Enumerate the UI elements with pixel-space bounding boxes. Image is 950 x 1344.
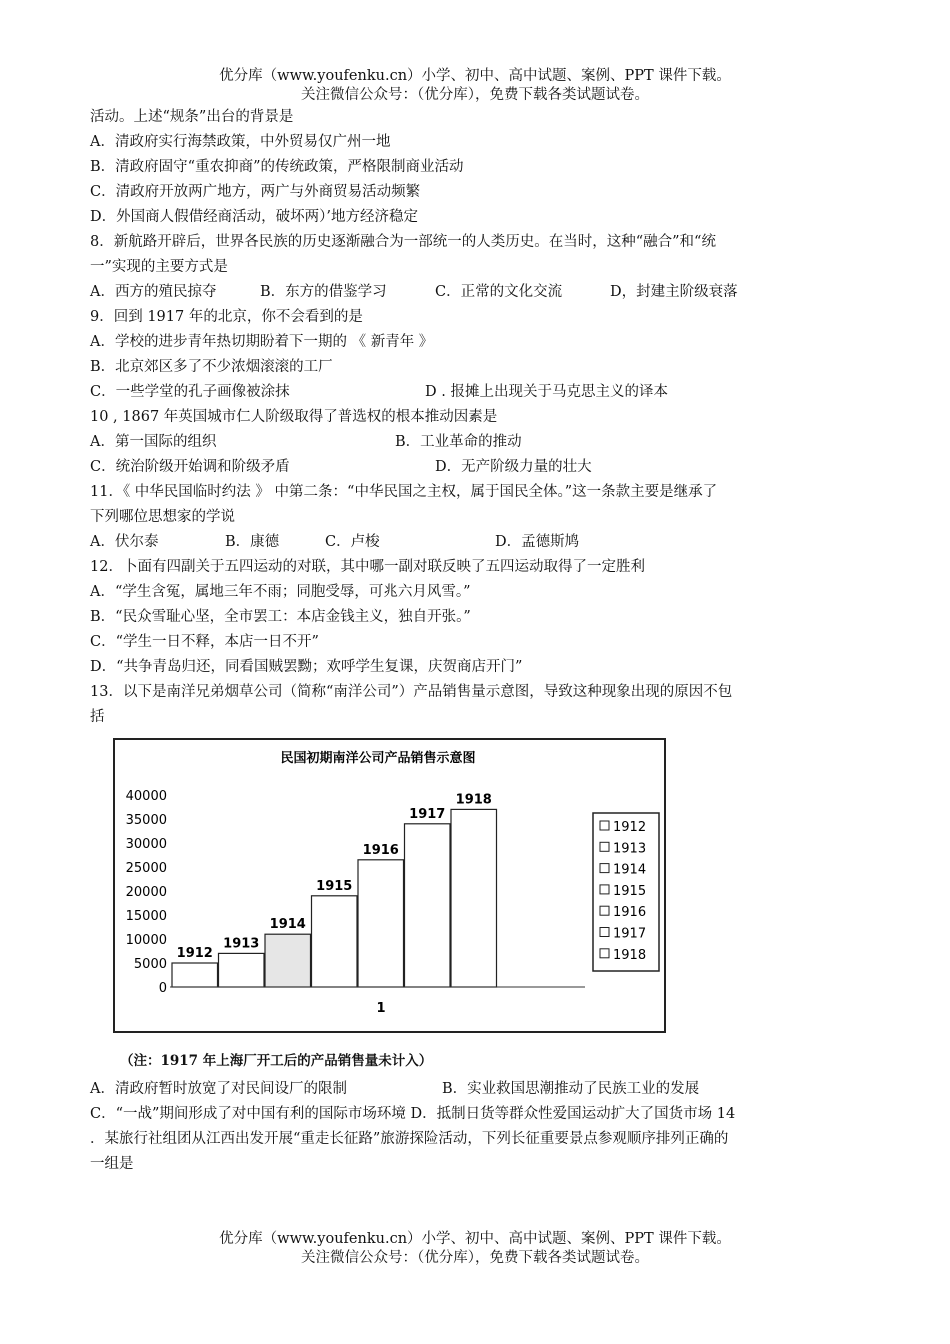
q13-stem-cont: 括 [90, 709, 105, 725]
bar-1913 [219, 953, 265, 987]
q14-stem: ．某旅行社组团从江西出发开展“重走长征路”旅游探险活动，下列长征重要景点参观顺序排列正确的 [90, 1131, 729, 1147]
legend-label-1914: 1914 [613, 862, 647, 878]
q12-option-b: B．“民众雪耻心坚，全市罢工：本店金钱主义，独自开张。” [90, 609, 471, 625]
bar-1912 [172, 963, 218, 987]
header-line-2: 关注微信公众号：（优分库），免费下载各类试题试卷。 [301, 87, 649, 103]
q11-option-b: B．康德 [225, 534, 280, 550]
page-footer [0, 1230, 950, 1268]
q13-option-b: B．实业救国思潮推动了民族工业的发展 [442, 1081, 700, 1097]
legend-swatch-1918 [600, 949, 609, 958]
q11-option-d: D．孟德斯鸠 [495, 534, 580, 550]
chart-title: 民国初期南洋公司产品销售示意图 [280, 751, 476, 766]
legend-label-1912: 1912 [613, 820, 647, 835]
bar-1917 [405, 824, 451, 987]
q9-option-d: D . 报摊上出现关于马克思主义的译本 [425, 384, 668, 400]
q10-option-d: D．无产阶级力量的壮大 [435, 459, 592, 475]
q7-option-d: D．外国商人假借经商活动，破坏两）’地方经济稳定 [90, 209, 418, 225]
q12-option-d: D．“共争青岛归还，同看国贼罢黝；欢呼学生复课，庆贺商店开门” [90, 659, 523, 675]
chart-note: （注：1917 年上海厂开工后的产品销售量未计入） [120, 1053, 433, 1069]
footer-line-1: 优分库（www.youfenku.cn）小学、初中、高中试题、案例、PPT 课件下载。 [219, 1231, 731, 1247]
y-tick-label: 40000 [125, 789, 167, 804]
y-tick-label: 0 [158, 981, 167, 996]
q13-option-a: A．清政府暂时放宽了对民间设厂的限制 [90, 1081, 347, 1097]
q8-option-d: D，封建主阶级衰落 [610, 284, 738, 300]
q8-option-c: C．正常的文化交流 [435, 284, 563, 300]
q12-stem: 12．卜面有四副关于五四运动的对联，其中哪一副对联反映了五四运动取得了一定胜利 [90, 559, 645, 575]
q7-option-c: C．清政府开放两广地方，两广与外商贸易活动频繁 [90, 184, 421, 200]
bar-1915 [312, 896, 358, 987]
bar-label-1917: 1917 [409, 806, 446, 822]
q10-option-a: A．第一国际的组织 [90, 434, 217, 450]
q11-options [90, 532, 579, 552]
q10-options-cd [90, 457, 592, 477]
legend-swatch-1915 [600, 885, 609, 894]
sales-bar-chart [113, 738, 666, 1033]
q13-options-ab [90, 1079, 699, 1099]
y-tick-label: 15000 [125, 909, 167, 924]
q9-option-c: C．一些学堂的孔子画像被涂抹 [90, 384, 290, 400]
q10-option-b: B．工业革命的推动 [395, 434, 522, 450]
footer-line-2: 关注微信公众号：（优分库），免费下载各类试题试卷。 [301, 1250, 649, 1266]
y-tick-label: 10000 [125, 933, 167, 948]
page-header [0, 67, 950, 105]
q8-stem-cont: 一”实现的主要方式是 [90, 259, 228, 275]
q8-option-b: B．东方的借鉴学习 [260, 284, 387, 300]
q11-option-a: A．伏尔泰 [90, 534, 159, 550]
q8-stem: 8．新航路开辟后，世界各民族的历史逐渐融合为一部统一的人类历史。在当时，这种“融合”和“统 [90, 234, 716, 250]
header-line-1: 优分库（www.youfenku.cn）小学、初中、高中试题、案例、PPT 课件下载。 [219, 68, 731, 84]
legend-label-1917: 1917 [613, 926, 647, 942]
bar-label-1914: 1914 [269, 917, 306, 933]
q14-stem-cont: 一组是 [90, 1156, 134, 1172]
q11-stem: 11．《 中华民国临时约法 》 中第二条：“中华民国之主权，属于国民全体。”这一条款主要是继承了 [90, 484, 718, 500]
q8-options [90, 282, 738, 302]
y-tick-label: 35000 [125, 813, 167, 828]
legend-label-1913: 1913 [613, 841, 647, 857]
q12-option-a: A．“学生含冤，属地三年不雨；同胞受辱，可兆六月风雪。” [90, 584, 471, 600]
q7-option-b: B．清政府固守“重农抑商”的传统政策，严格限制商业活动 [90, 159, 464, 175]
bar-1914 [265, 934, 311, 987]
q11-option-c: C．卢梭 [325, 534, 380, 550]
legend-label-1918: 1918 [613, 947, 647, 963]
q10-stem: 10 , 1867 年英国城市仁人阶级取得了普选权的根本推动因素是 [90, 409, 498, 425]
legend-label-1915: 1915 [613, 883, 647, 899]
legend-label-1916: 1916 [613, 905, 647, 921]
bar-label-1913: 1913 [223, 936, 260, 952]
legend-swatch-1916 [600, 906, 609, 915]
q9-option-b: B．北京郊区多了不少浓烟滚滚的工厂 [90, 359, 333, 375]
q9-stem: 9．回到 1917 年的北京，你不会看到的是 [90, 309, 363, 325]
q8-option-a: A．西方的殖民掠夺 [90, 284, 217, 300]
q12-option-c: C．“学生一日不释，本店一日不开” [90, 634, 319, 650]
q7-stem-end: 活动。上述“规条”出台的背景是 [90, 109, 294, 125]
bar-label-1912: 1912 [176, 946, 213, 961]
bar-label-1918: 1918 [455, 792, 492, 808]
y-tick-label: 25000 [125, 861, 167, 876]
legend-swatch-1914 [600, 864, 609, 873]
q7-option-a: A．清政府实行海禁政策，中外贸易仅广州一地 [90, 134, 391, 150]
q11-stem-cont: 下列哪位思想家的学说 [90, 509, 235, 525]
x-axis-label: 1 [376, 1001, 386, 1016]
legend-swatch-1917 [600, 928, 609, 937]
y-tick-label: 5000 [133, 957, 167, 972]
legend-swatch-1913 [600, 842, 609, 851]
q9-option-a: A．学校的进步青年热切期盼着下一期的 《 新青年 》 [90, 334, 434, 350]
q13-options-cd: C．“一战”期间形成了对中国有利的国际市场环境 D．抵制日货等群众性爱国运动扩大了国货市场 14 [90, 1106, 736, 1122]
bar-1918 [451, 809, 497, 987]
bar-label-1916: 1916 [362, 842, 399, 858]
y-tick-label: 20000 [125, 885, 167, 900]
legend-swatch-1912 [600, 821, 609, 830]
bar-1916 [358, 860, 404, 987]
q10-option-c: C．统治阶级开始调和阶级矛盾 [90, 459, 290, 475]
bar-label-1915: 1915 [316, 878, 353, 894]
q9-options-cd [90, 382, 668, 402]
q13-stem: 13．以下是南洋兄弟烟草公司（简称“南洋公司”）产品销售量示意图，导致这种现象出现的原因不包 [90, 684, 733, 700]
y-tick-label: 30000 [125, 837, 167, 852]
q10-options-ab [90, 432, 522, 452]
